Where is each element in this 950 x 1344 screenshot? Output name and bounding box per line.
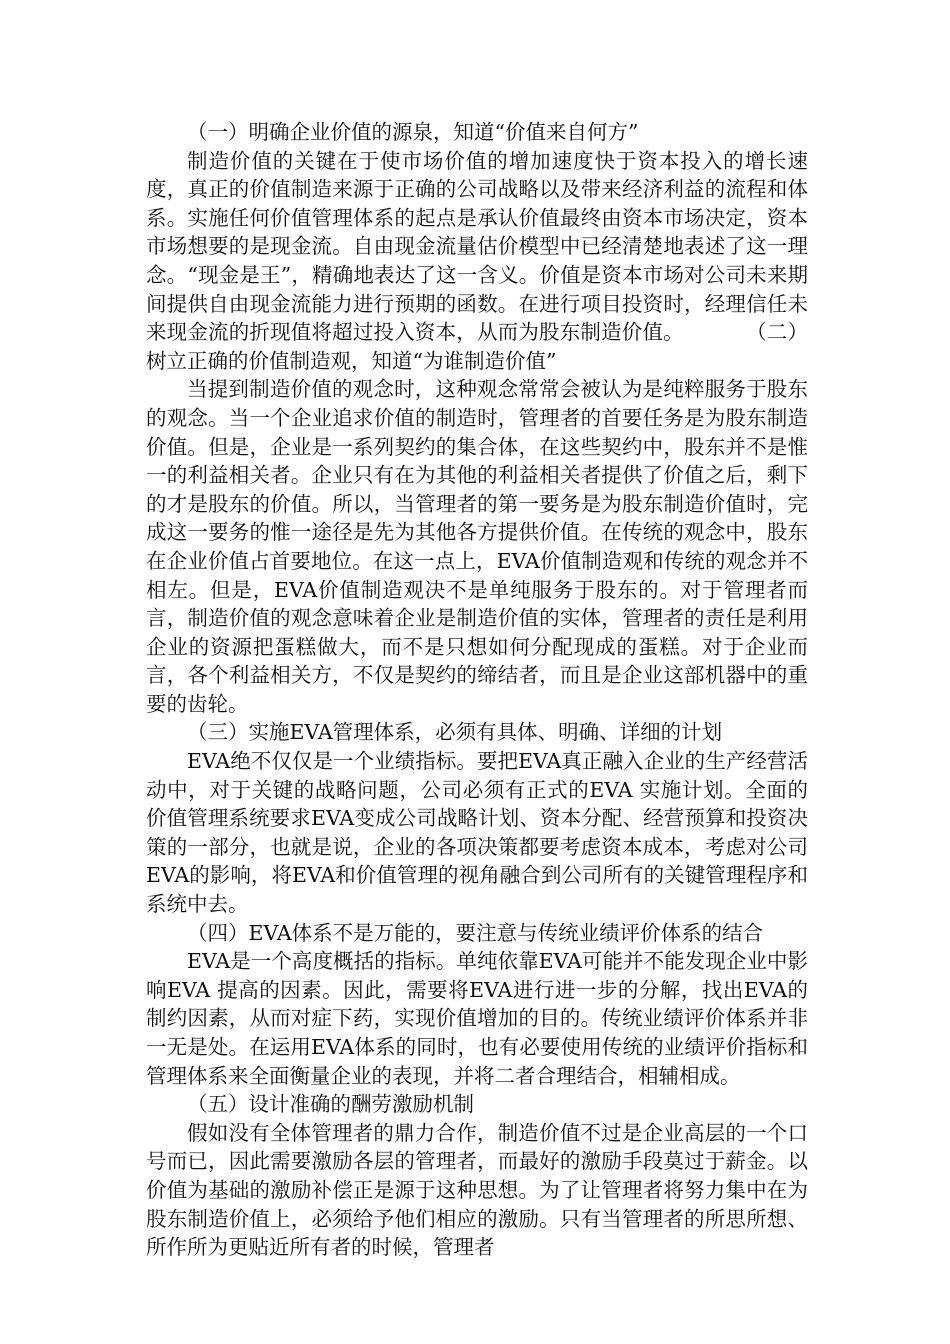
section-3-paragraph: EVA绝不仅仅是一个业绩指标。要把EVA真正融入企业的生产经营活动中，对于关键的战略问题，公司必须有正式的EVA 实施计划。全面的价值管理系统要求EVA变成公司战略计划、资本分配、经营预算和投资决策的一部分，也就是说，企业的各项决策都要考虑资本成本，考虑对公司EVA的影响，将EVA和价值管理的视角融合到公司所有的关键管理程序和系统中去。 xyxy=(146,749,808,917)
section-1-paragraph: 制造价值的关键在于使市场价值的增加速度快于资本投入的增长速度，真正的价值制造来源于正确的公司战略以及带来经济利益的流程和体系。实施任何价值管理体系的起点是承认价值最终由资本市场决定，资本市场想要的是现金流。自由现金流量估价模型中已经清楚地表述了这一理念。“现金是王”，精确地表达了这一含义。价值是资本市场对公司未来期间提供自由现金流能力进行预期的函数。在进行项目投资时，经理信任未来现金流的折现值将超过投入资本，从而为股东制造价值。 （二）树立正确的价值制造观，知道“为谁制造价值” xyxy=(146,148,808,373)
section-5-paragraph: 假如没有全体管理者的鼎力合作，制造价值不过是企业高层的一个口号而已，因此需要激励各层的管理者，而最好的激励手段莫过于薪金。以价值为基础的激励补偿正是源于这种思想。为了让管理者将努力集中在为股东制造价值上，必须给予他们相应的激励。只有当管理者的所思所想、所作所为更贴近所有者的时候，管理者 xyxy=(146,1120,808,1260)
section-5-heading: （五）设计准确的酬劳激励机制 xyxy=(187,1092,474,1117)
document-page xyxy=(146,118,808,1262)
section-3-heading: （三）实施EVA管理体系，必须有具体、明确、详细的计划 xyxy=(187,720,723,745)
section-2-paragraph: 当提到制造价值的观念时，这种观念常常会被认为是纯粹服务于股东的观念。当一个企业追求价值的制造时，管理者的首要任务是为股东制造价值。但是，企业是一系列契约的集合体，在这些契约中，股东并不是惟一的利益相关者。企业只有在为其他的利益相关者提供了价值之后，剩下的才是股东的价值。所以，当管理者的第一要务是为股东制造价值时，完成这一要务的惟一途径是先为其他各方提供价值。在传统的观念中，股东在企业价值占首要地位。在这一点上，EVA价值制造观和传统的观念并不相左。但是，EVA价值制造观决不是单纯服务于股东的。对于管理者而言，制造价值的观念意味着企业是制造价值的实体，管理者的责任是利用企业的资源把蛋糕做大，而不是只想如何分配现成的蛋糕。对于企业而言，各个利益相关方，不仅是契约的缔结者，而且是企业这部机器中的重要的齿轮。 xyxy=(146,377,808,716)
section-4-heading: （四）EVA体系不是万能的，要注意与传统业绩评价体系的结合 xyxy=(187,920,764,945)
section-1-heading: （一）明确企业价值的源泉，知道“价值来自何方” xyxy=(187,120,639,144)
section-4-paragraph: EVA是一个高度概括的指标。单纯依靠EVA可能并不能发现企业中影响EVA 提高的因素。因此，需要将EVA进行进一步的分解，找出EVA的制约因素，从而对症下药，实现价值增加的目的。传统业绩评价体系并非一无是处。在运用EVA体系的同时，也有必要使用传统的业绩评价指标和管理体系来全面衡量企业的表现，并将二者合理结合，相辅相成。 xyxy=(146,949,808,1088)
